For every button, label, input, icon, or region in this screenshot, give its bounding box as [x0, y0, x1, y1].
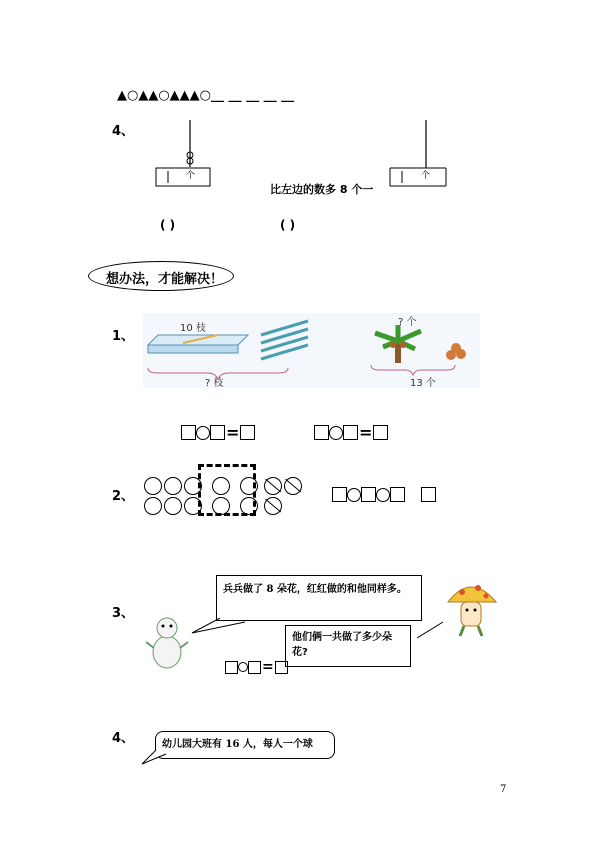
- speech-tail-bottom: [415, 620, 445, 640]
- page-number: 7: [500, 784, 507, 795]
- left-abacus-ones-label: 个: [186, 171, 196, 181]
- section-title: 想办法，才能解决！: [106, 272, 224, 287]
- question-number-2: 2、: [112, 489, 135, 504]
- speech-tail-q4: [140, 750, 170, 766]
- comparison-text: 比左边的数多 8 个一: [270, 183, 374, 196]
- answer-blank-right: ( ): [280, 218, 296, 232]
- pencil-box-label: 10 枝: [180, 323, 206, 334]
- equation-q3: =: [225, 659, 288, 675]
- speech-bubble-top: 兵兵做了 8 朵花，红红做的和他同样多。: [216, 575, 422, 621]
- equation-left: =: [181, 422, 255, 442]
- question-number-4b: 4、: [112, 731, 135, 746]
- mushroom-character-icon: [444, 578, 499, 638]
- speech-tail-top: [190, 618, 250, 636]
- tree-coconuts-label: ? 个: [398, 317, 417, 328]
- right-abacus-ones-label: 个: [421, 171, 431, 181]
- answer-blank-left: ( ): [160, 218, 176, 232]
- coconuts-total-label: 13 个: [410, 378, 436, 389]
- question-number-1: 1、: [112, 329, 135, 344]
- speech-bubble-bottom: 他们俩一共做了多少朵花?: [285, 625, 411, 667]
- dashed-selection-box: [198, 464, 256, 516]
- equation-right: =: [314, 422, 388, 442]
- pattern-sequence: ▲○▲▲○▲▲▲○__ __ __ __ __: [117, 88, 295, 103]
- question-number-3: 3、: [112, 606, 135, 621]
- speech-bubble-q4: 幼儿园大班有 16 人，每人一个球: [155, 731, 335, 759]
- pencils-total-label: ? 枝: [205, 378, 224, 389]
- boy-character-icon: [142, 612, 192, 672]
- equation-q2: [332, 484, 436, 503]
- question-number-4a: 4、: [112, 124, 135, 139]
